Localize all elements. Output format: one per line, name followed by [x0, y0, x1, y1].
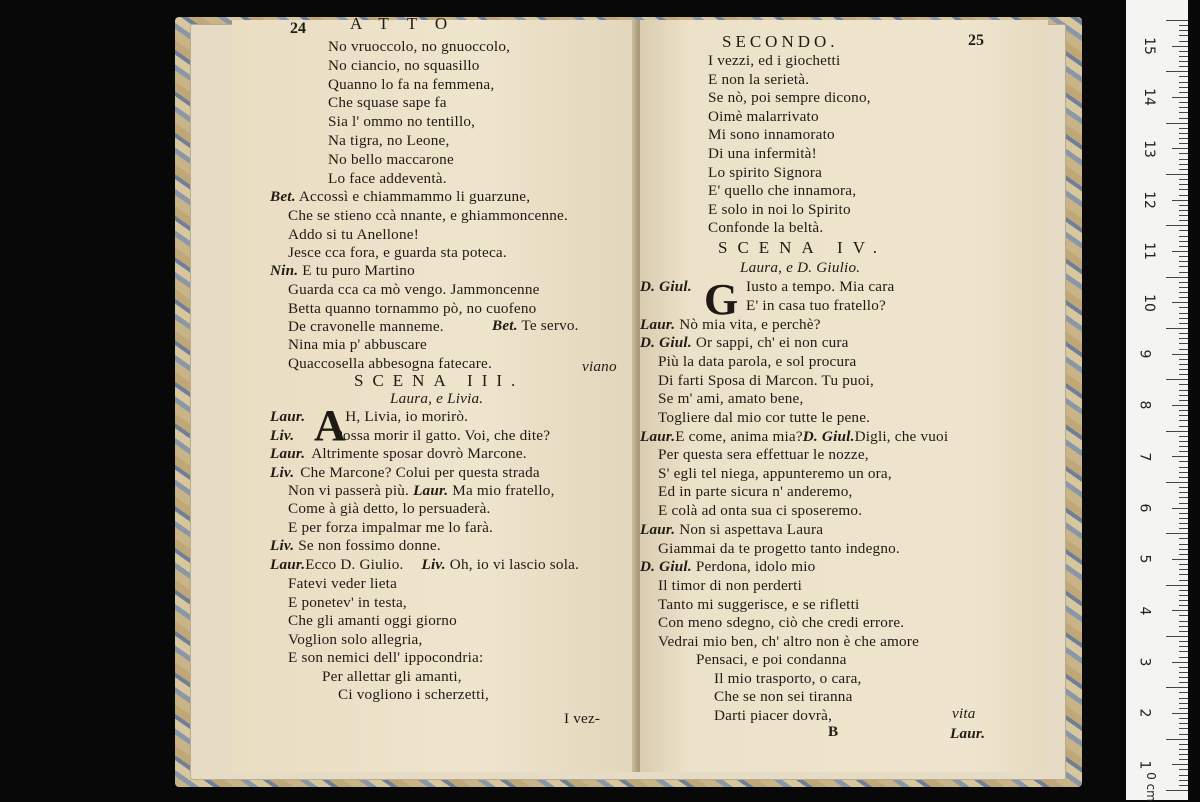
text-line: Lo face addeventà.	[328, 169, 447, 187]
ruler-tick	[1179, 657, 1188, 658]
text-line: Il timor di non perderti	[658, 577, 802, 594]
speech-giul	[640, 334, 849, 352]
ruler-tick	[1179, 107, 1188, 108]
ruler-tick	[1179, 159, 1188, 160]
speaker-label: Nin.	[270, 262, 299, 279]
ruler-tick	[1179, 369, 1188, 370]
ruler-tick	[1179, 143, 1188, 144]
ruler-tick	[1179, 595, 1188, 596]
drop-capital: G	[704, 275, 739, 324]
ruler-tick	[1179, 364, 1188, 365]
ruler-tick	[1179, 307, 1188, 308]
ruler-tick	[1179, 692, 1188, 693]
text-line: Se m' ami, amato bene,	[658, 390, 804, 408]
text-line: Per allettar gli amanti,	[322, 667, 462, 685]
ruler-tick	[1179, 754, 1188, 755]
ruler-tick	[1179, 287, 1188, 288]
speech-text: Altrimente sposar dovrò Marcone.	[311, 445, 527, 462]
page-number: 25	[968, 32, 984, 49]
scene-title: SCENA III.	[354, 371, 525, 390]
ruler-tick	[1179, 82, 1188, 83]
ruler-tick	[1166, 379, 1188, 380]
ruler-tick	[1166, 71, 1188, 72]
ruler-tick	[1179, 390, 1188, 391]
ruler-tick	[1179, 230, 1188, 231]
ruler-tick	[1179, 744, 1188, 745]
page-number: 24	[290, 20, 306, 37]
ruler-number: 9	[1136, 349, 1153, 359]
ruler-tick	[1179, 179, 1188, 180]
ruler-tick	[1179, 102, 1188, 103]
text-line: Lo spirito Signora	[708, 163, 823, 181]
ruler-tick	[1179, 410, 1188, 411]
text-line: No vruoccolo, no gnuoccolo,	[328, 38, 511, 55]
catchword: I vez-	[564, 710, 601, 727]
ruler-tick	[1172, 251, 1188, 252]
ruler-tick	[1179, 35, 1188, 36]
speaker-label: Liv.	[270, 537, 295, 554]
text-line: Che se stieno ccà nnante, e ghiammoncenne.	[288, 207, 568, 224]
ruler-number: 3	[1136, 657, 1153, 667]
ruler-tick	[1179, 580, 1188, 581]
ruler-tick	[1179, 272, 1188, 273]
catchword: Laur.	[950, 725, 986, 742]
text-line: Ci vogliono i scherzetti,	[338, 686, 489, 703]
text-line: E per forza impalmar me lo farà.	[288, 518, 494, 536]
ruler-tick	[1179, 395, 1188, 396]
ruler-tick	[1179, 87, 1188, 88]
ruler-tick	[1179, 153, 1188, 154]
ruler-tick	[1179, 333, 1188, 334]
text-line: E colà ad onta sua ci sposeremo.	[658, 502, 863, 520]
ruler-tick	[1179, 220, 1188, 221]
ruler-number: 14	[1140, 88, 1157, 107]
speech-text: Non si aspettava Laura	[679, 521, 824, 538]
right-page	[640, 20, 1048, 772]
ruler-tick	[1179, 359, 1188, 360]
speaker-label: Laur.	[270, 445, 306, 462]
ruler-tick	[1179, 554, 1188, 555]
ruler-tick	[1172, 456, 1188, 457]
ruler-tick	[1179, 184, 1188, 185]
speech-laur-2	[640, 428, 948, 446]
ruler-number: 10	[1140, 293, 1157, 312]
ruler-tick	[1179, 25, 1188, 26]
text-line: Come à già detto, lo persuaderà.	[288, 500, 491, 517]
text-line: E ponetev' in testa,	[288, 593, 407, 611]
ruler-tick	[1172, 405, 1188, 406]
text-line: Addo si tu Anellone!	[288, 225, 419, 243]
ruler-number: 6	[1136, 503, 1153, 513]
text-line: Tanto mi suggerisce, e se rifletti	[658, 595, 860, 613]
ruler-tick	[1172, 200, 1188, 201]
ruler-tick	[1179, 605, 1188, 606]
text-line: Oimè malarrivato	[708, 107, 819, 125]
text-line: Con meno sdegno, ciò che credi errore.	[658, 614, 905, 632]
ruler-unit: 0 cm	[1143, 772, 1158, 802]
ruler-tick	[1166, 482, 1188, 483]
ruler-number: 4	[1136, 606, 1153, 616]
text-line: E solo in noi lo Spirito	[708, 200, 851, 218]
speech-text: Se non fossimo donne.	[298, 537, 441, 554]
scene-characters: Laura, e Livia.	[390, 390, 484, 407]
ruler-tick	[1179, 318, 1188, 319]
speech-text: Te servo.	[521, 317, 579, 334]
speaker-label: Laur.	[270, 556, 306, 573]
ruler-tick	[1179, 133, 1188, 134]
ruler-tick	[1172, 508, 1188, 509]
ruler-tick	[1179, 384, 1188, 385]
ruler-tick	[1179, 574, 1188, 575]
speech-text: E come, anima mia?	[675, 428, 803, 445]
dialogue-line	[270, 464, 540, 482]
text-line: Sia l' ommo no tentillo,	[328, 113, 476, 131]
ruler-tick	[1179, 467, 1188, 468]
ruler-tick	[1179, 164, 1188, 165]
ruler-tick	[1179, 549, 1188, 550]
stage-direction: viano	[582, 358, 617, 375]
ruler-tick	[1179, 66, 1188, 67]
text-line: No bello maccarone	[328, 150, 454, 168]
speech-bet-2	[492, 317, 579, 335]
speech-text: Non vi passerà più.	[288, 482, 410, 499]
speech-text: Ma mio fratello,	[452, 482, 555, 499]
ruler-tick	[1166, 687, 1188, 688]
ruler-tick	[1179, 667, 1188, 668]
ruler-tick	[1172, 302, 1188, 303]
ruler-tick	[1179, 461, 1188, 462]
left-page	[232, 14, 638, 772]
ruler-tick	[1166, 225, 1188, 226]
ruler-tick	[1179, 780, 1188, 781]
text-line: Il mio trasporto, o cara,	[714, 669, 862, 687]
ruler-tick	[1179, 472, 1188, 473]
speaker-label: Bet.	[270, 188, 296, 205]
text-line: Betta quanno tornammo pò, no cuofeno	[288, 299, 537, 317]
speaker-label: Laur.	[640, 428, 676, 445]
ruler-tick	[1179, 61, 1188, 62]
text-line: Che se non sei tiranna	[714, 688, 853, 706]
ruler-tick	[1179, 128, 1188, 129]
speaker-label: D. Giul.	[802, 428, 855, 445]
ruler-tick	[1172, 713, 1188, 714]
ruler-tick	[1179, 734, 1188, 735]
ruler-tick	[1179, 112, 1188, 113]
text-line: Che squase sape fa	[328, 94, 447, 112]
ruler-tick	[1179, 477, 1188, 478]
ruler-tick	[1172, 764, 1188, 765]
ruler-tick	[1179, 538, 1188, 539]
ruler-tick	[1166, 174, 1188, 175]
speaker-label: Liv.	[270, 463, 295, 481]
ruler-tick	[1172, 97, 1188, 98]
catchword-top: vita	[952, 705, 976, 722]
speech-text: Accossì e chiammammo li guarzune,	[298, 188, 531, 205]
text-line: Darti piacer dovrà,	[714, 707, 833, 725]
ruler-tick	[1179, 76, 1188, 77]
ruler-tick	[1172, 610, 1188, 611]
text-line: Nina mia p' abbuscare	[288, 336, 427, 353]
ruler-tick	[1179, 236, 1188, 237]
ruler-tick	[1179, 651, 1188, 652]
ruler-tick	[1179, 759, 1188, 760]
speech-bet	[270, 188, 530, 206]
ruler-tick	[1179, 718, 1188, 719]
ruler-number: 7	[1136, 452, 1153, 462]
speech-laur	[640, 316, 821, 334]
ruler-tick	[1179, 646, 1188, 647]
ruler-tick	[1179, 775, 1188, 776]
ruler-tick	[1179, 343, 1188, 344]
ruler-tick	[1166, 533, 1188, 534]
ruler-tick	[1179, 426, 1188, 427]
ruler-tick	[1179, 51, 1188, 52]
speech-text: Nò mia vita, e perchè?	[679, 316, 821, 333]
ruler-tick	[1179, 118, 1188, 119]
speech-continuation	[288, 482, 555, 500]
ruler-tick	[1179, 441, 1188, 442]
text-line: Vedrai mio ben, ch' altro non è che amore	[658, 633, 920, 651]
ruler-tick	[1179, 261, 1188, 262]
ruler-tick	[1179, 497, 1188, 498]
ruler-tick	[1179, 215, 1188, 216]
ruler-tick	[1179, 672, 1188, 673]
speaker-label: Laur.	[640, 521, 676, 538]
speaker-label: Liv.	[270, 426, 295, 444]
ruler-tick	[1179, 626, 1188, 627]
ruler-number: 8	[1136, 400, 1153, 410]
text-line: E' quello che innamora,	[708, 182, 857, 200]
text-line: Fatevi veder lieta	[288, 575, 398, 592]
ruler-tick	[1179, 246, 1188, 247]
ruler-tick	[1179, 513, 1188, 514]
ruler-tick	[1172, 46, 1188, 47]
text-line: Togliere dal mio cor tutte le pene.	[658, 409, 871, 427]
ruler-tick	[1166, 277, 1188, 278]
text-line: Na tigra, no Leone,	[328, 132, 450, 149]
speech-giul-3	[640, 558, 815, 576]
ruler-tick	[1179, 297, 1188, 298]
text-line: De cravonelle manneme.	[288, 318, 444, 335]
speaker-label: D. Giul.	[640, 278, 692, 295]
measurement-ruler	[1126, 0, 1188, 800]
ruler-tick	[1179, 205, 1188, 206]
speaker-label: Laur.	[413, 482, 449, 499]
ruler-tick	[1179, 374, 1188, 375]
ruler-tick	[1179, 528, 1188, 529]
speech-text: H, Livia, io morirò.	[345, 408, 469, 425]
ruler-tick	[1179, 56, 1188, 57]
ruler-tick	[1166, 328, 1188, 329]
text-line: Confonde la beltà.	[708, 219, 824, 237]
ruler-tick	[1179, 451, 1188, 452]
speech-text: Digli, che vuoi	[854, 428, 949, 445]
text-line: Che gli amanti oggi giorno	[288, 612, 457, 629]
ruler-tick	[1179, 420, 1188, 421]
ruler-tick	[1179, 487, 1188, 488]
speech-laur-3	[640, 521, 823, 539]
ruler-number: 5	[1136, 554, 1153, 564]
text-line: Jesce cca fora, e guarda sta poteca.	[288, 244, 507, 261]
text-line: Se nò, poi sempre dicono,	[708, 89, 871, 107]
ruler-tick	[1179, 492, 1188, 493]
text-line: Mi sono innamorato	[708, 126, 835, 144]
drop-capital: A	[314, 401, 346, 450]
text-line: Guarda cca ca mò vengo. Jammoncenne	[288, 281, 540, 298]
ruler-tick	[1179, 313, 1188, 314]
ruler-tick	[1166, 585, 1188, 586]
ruler-tick	[1179, 631, 1188, 632]
ruler-tick	[1179, 92, 1188, 93]
ruler-tick	[1179, 698, 1188, 699]
ruler-tick	[1179, 323, 1188, 324]
text-line: Giammai da te progetto tanto indegno.	[658, 540, 900, 557]
dialogue-line	[270, 427, 550, 445]
ruler-tick	[1179, 189, 1188, 190]
ruler-tick	[1179, 266, 1188, 267]
text-line: Quaccosella abbesogna fatecare.	[288, 354, 492, 372]
ruler-tick	[1179, 621, 1188, 622]
ruler-tick	[1179, 723, 1188, 724]
ruler-tick	[1179, 292, 1188, 293]
speech-text: Che Marcone? Colui per questa strada	[300, 463, 540, 481]
text-line: Quanno lo fa na femmena,	[328, 75, 495, 93]
speaker-label: D. Giul.	[640, 558, 692, 575]
text-line: No ciancio, no squasillo	[328, 56, 480, 74]
text-line: Per questa sera effettuar le nozze,	[658, 446, 869, 463]
ruler-tick	[1166, 739, 1188, 740]
text-line: E non la serietà.	[708, 70, 810, 88]
ruler-tick	[1179, 503, 1188, 504]
text-line: I vezzi, ed i giochetti	[708, 52, 841, 69]
speech-text: Oh, io vi lascio sola.	[449, 556, 580, 573]
ruler-tick	[1179, 415, 1188, 416]
scene-title: SCENA IV.	[718, 238, 888, 257]
ruler-tick	[1179, 241, 1188, 242]
text-line: Di una infermità!	[708, 145, 817, 162]
ruler-tick	[1179, 282, 1188, 283]
speech-liv	[270, 537, 441, 555]
ruler-tick	[1179, 785, 1188, 786]
text-line: S' egli tel niega, appunteremo un ora,	[658, 464, 892, 482]
text-line: Più la data parola, e sol procura	[658, 353, 857, 370]
speech-nin	[270, 262, 415, 280]
ruler-number: 1	[1136, 760, 1153, 770]
dialogue-line	[270, 445, 527, 463]
ruler-tick	[1179, 138, 1188, 139]
ruler-tick	[1179, 446, 1188, 447]
speech-text: Possa morir il gatto. Voi, che dite?	[334, 426, 551, 444]
ruler-tick	[1179, 564, 1188, 565]
speech-text: E tu puro Martino	[302, 262, 415, 279]
ruler-number: 15	[1140, 37, 1157, 55]
ruler-number: 11	[1140, 242, 1157, 261]
ruler-tick	[1179, 210, 1188, 211]
ruler-number: 2	[1136, 708, 1153, 718]
text-line: Di farti Sposa di Marcon. Tu puoi,	[658, 371, 875, 389]
signature-mark: B	[828, 723, 839, 740]
ruler-tick	[1179, 682, 1188, 683]
ruler-tick	[1179, 349, 1188, 350]
ruler-tick	[1179, 338, 1188, 339]
speaker-label: Laur.	[640, 316, 676, 333]
ruler-tick	[1172, 662, 1188, 663]
text-line: Pensaci, e poi condanna	[696, 651, 847, 668]
ruler-tick	[1179, 769, 1188, 770]
ruler-tick	[1179, 708, 1188, 709]
running-head: ATTO	[350, 14, 466, 33]
ruler-tick	[1179, 518, 1188, 519]
ruler-tick	[1179, 256, 1188, 257]
ruler-tick	[1179, 677, 1188, 678]
ruler-tick	[1166, 20, 1188, 21]
ruler-tick	[1179, 728, 1188, 729]
speech-text: Iusto a tempo. Mia cara	[746, 278, 895, 295]
ruler-tick	[1166, 123, 1188, 124]
speaker-label: Laur.	[270, 408, 306, 425]
ruler-tick	[1179, 569, 1188, 570]
ruler-number: 13	[1140, 139, 1157, 158]
ruler-tick	[1179, 523, 1188, 524]
ruler-tick	[1172, 354, 1188, 355]
speech-laur	[270, 556, 579, 574]
ruler-tick	[1166, 431, 1188, 432]
ruler-tick	[1179, 590, 1188, 591]
speech-text: Perdona, idolo mio	[695, 558, 816, 575]
ruler-tick	[1172, 148, 1188, 149]
speaker-label: Bet.	[492, 317, 518, 334]
ruler-tick	[1166, 790, 1188, 791]
scene-characters: Laura, e D. Giulio.	[740, 259, 861, 276]
ruler-tick	[1179, 544, 1188, 545]
ruler-tick	[1179, 30, 1188, 31]
ruler-tick	[1179, 195, 1188, 196]
ruler-tick	[1179, 703, 1188, 704]
ruler-tick	[1179, 169, 1188, 170]
ruler-tick	[1179, 436, 1188, 437]
ruler-tick	[1166, 636, 1188, 637]
speech-text: Ecco D. Giulio.	[305, 556, 404, 573]
text-line: Ed in parte sicura n' anderemo,	[658, 483, 853, 501]
text-line: E son nemici dell' ippocondria:	[288, 649, 484, 666]
speech-text: E' in casa tuo fratello?	[746, 297, 886, 314]
ruler-tick	[1179, 41, 1188, 42]
ruler-tick	[1179, 400, 1188, 401]
ruler-tick	[1179, 600, 1188, 601]
ruler-tick	[1179, 615, 1188, 616]
text-line: Voglion solo allegria,	[288, 630, 423, 648]
speaker-label: Liv.	[421, 556, 446, 573]
ruler-number: 12	[1140, 191, 1157, 209]
speaker-label: D. Giul.	[640, 334, 692, 351]
ruler-tick	[1172, 559, 1188, 560]
running-head: SECONDO.	[722, 32, 839, 51]
ruler-tick	[1179, 749, 1188, 750]
dialogue-line	[270, 408, 468, 426]
ruler-tick	[1179, 641, 1188, 642]
speech-text: Or sappi, ch' ei non cura	[695, 334, 849, 351]
